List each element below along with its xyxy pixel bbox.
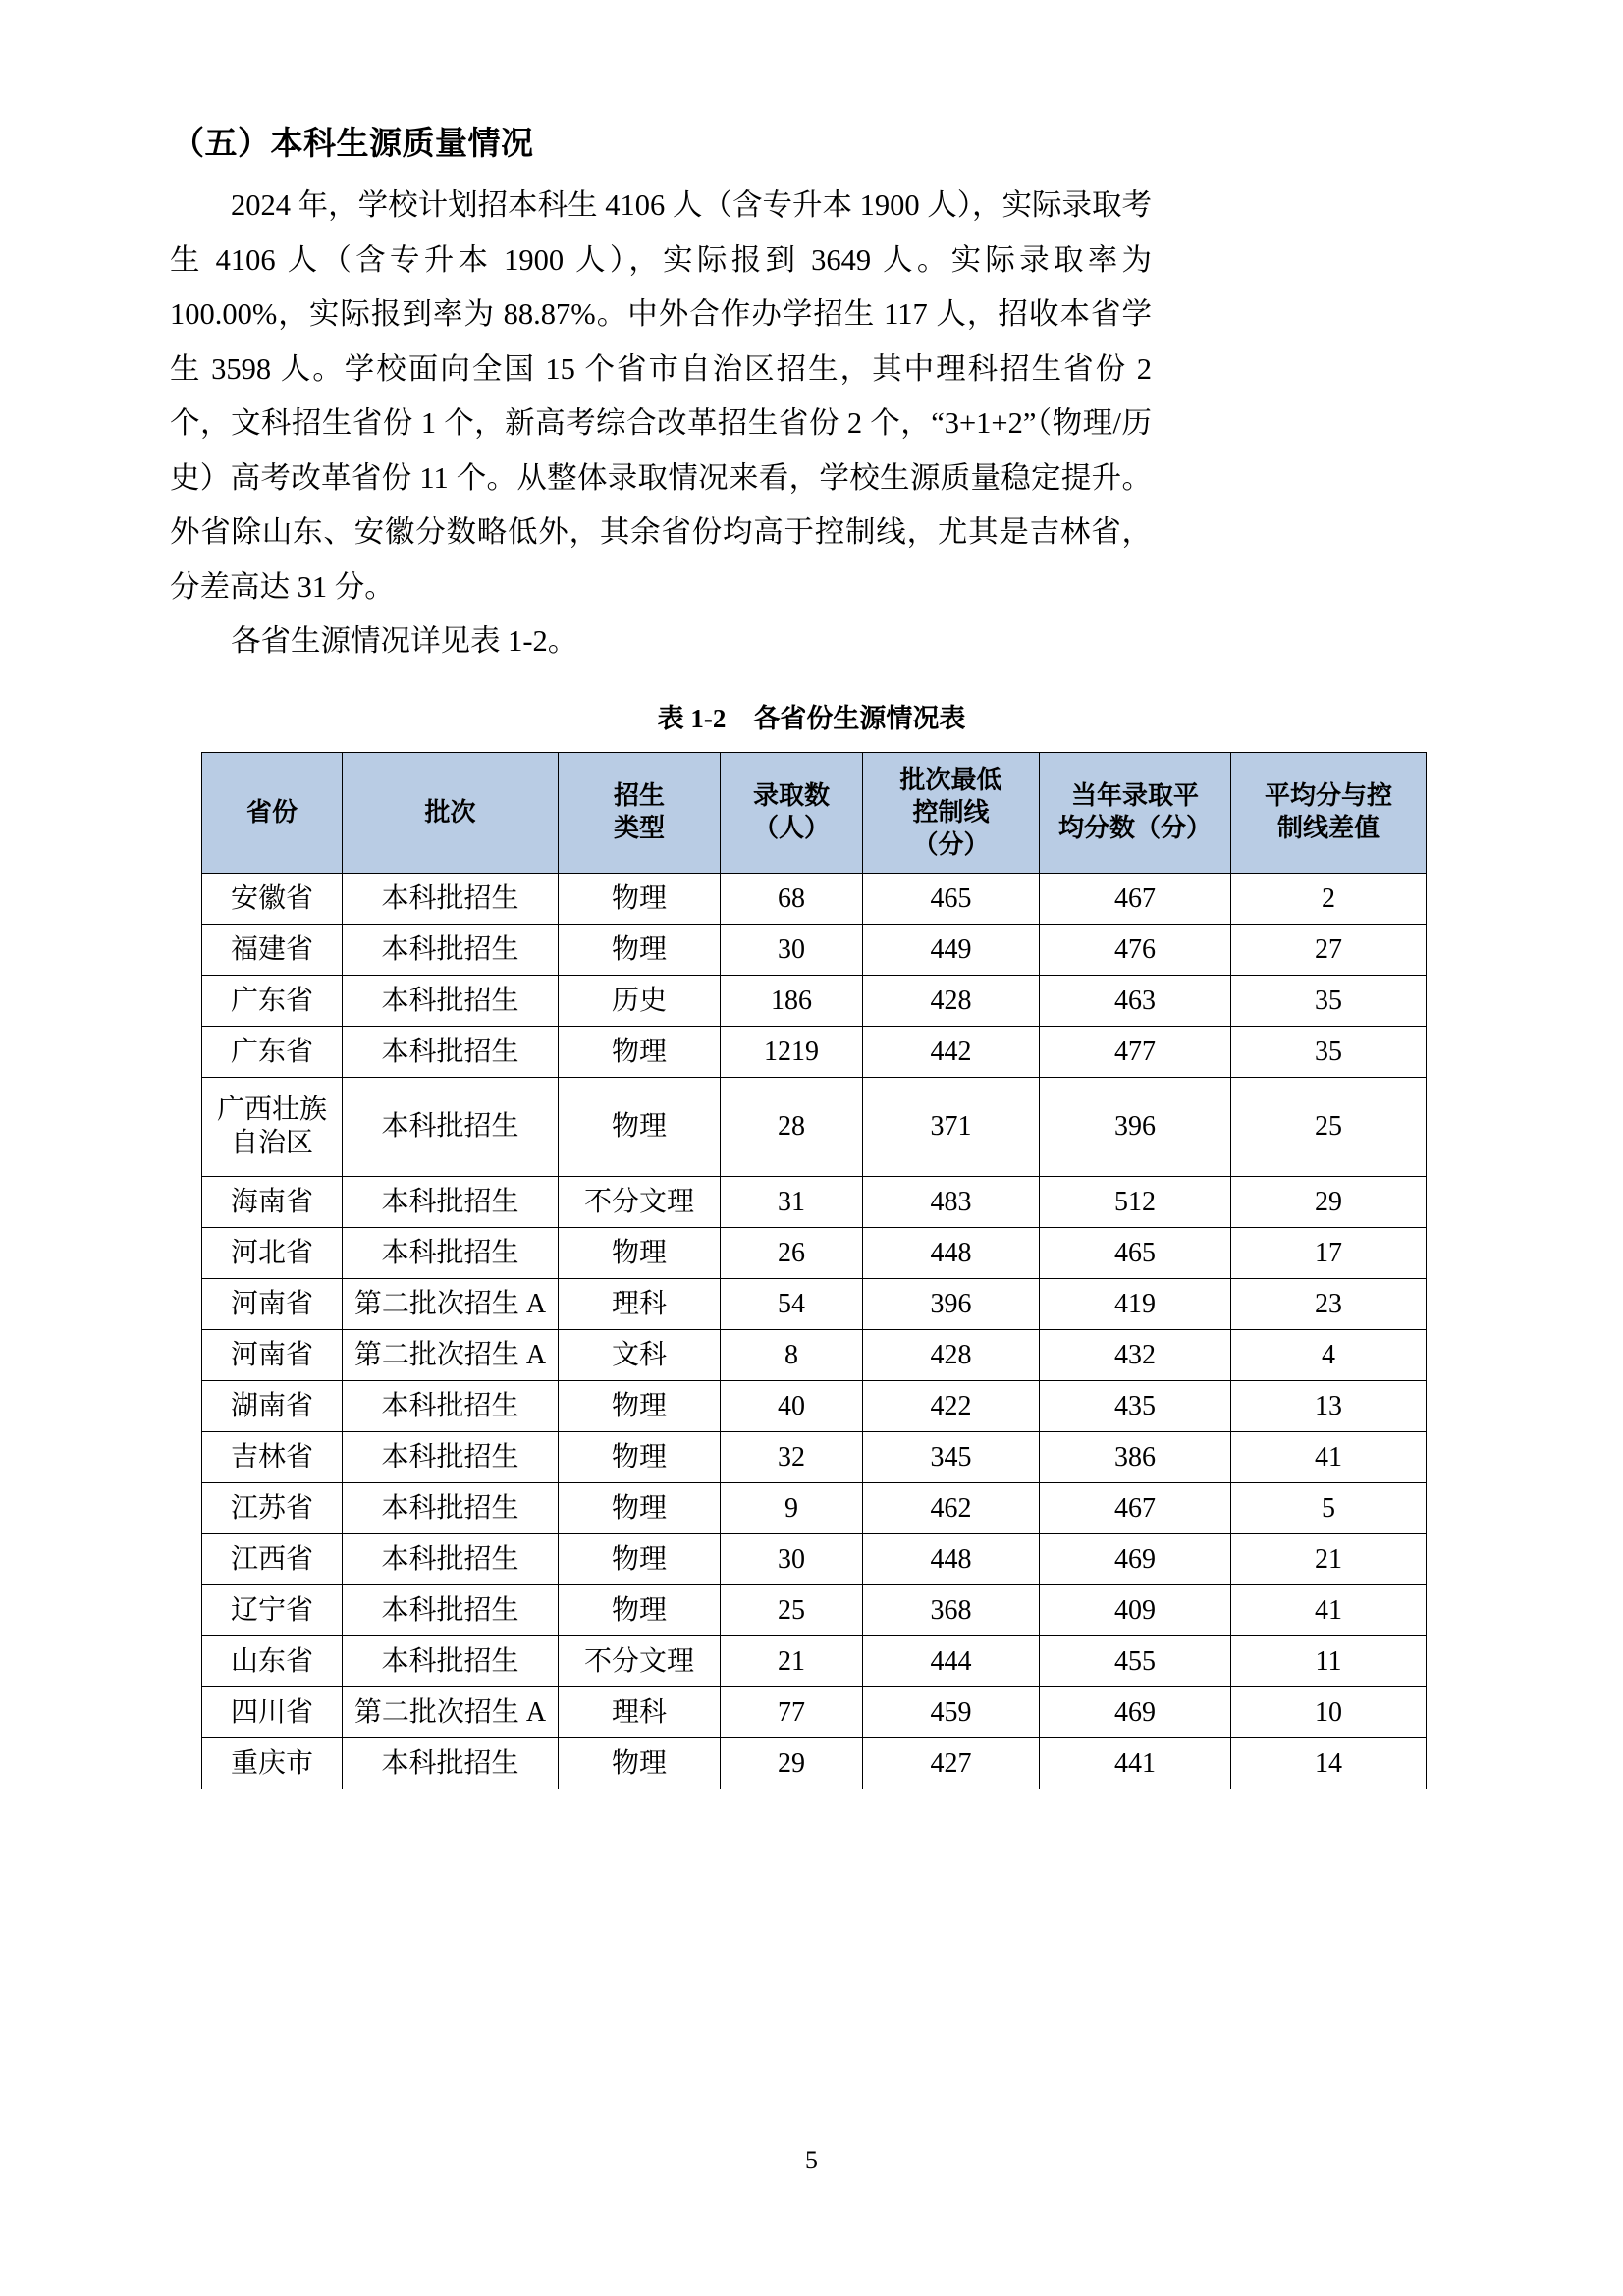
table-header-cell-1: [343, 753, 559, 874]
table-cell-province: [202, 1687, 343, 1738]
table-cell-type: 文科: [559, 1330, 721, 1381]
table-cell-min_line: 427: [863, 1738, 1040, 1789]
table-cell-admitted: 28: [721, 1078, 863, 1177]
table-cell-province: [202, 1381, 343, 1432]
table-row: [202, 1483, 1427, 1534]
table-header-cell-6: [1231, 753, 1427, 874]
table-cell-batch: 本科批招生: [343, 1585, 559, 1636]
table-cell-diff: 25: [1231, 1078, 1427, 1177]
table-cell-batch: 本科批招生: [343, 1483, 559, 1534]
table-cell-admitted: 30: [721, 1534, 863, 1585]
table-cell-avg_score: 469: [1040, 1687, 1231, 1738]
table-row: [202, 1432, 1427, 1483]
table-header-cell-line: 录取数: [752, 781, 830, 811]
table-cell-batch: 本科批招生: [343, 925, 559, 976]
table-cell-avg_score: 512: [1040, 1177, 1231, 1228]
table-cell-avg_score: 477: [1040, 1027, 1231, 1078]
table-header-cell-2: [559, 753, 721, 874]
table-cell-batch: 本科批招生: [343, 1636, 559, 1687]
table-cell-min_line: 422: [863, 1381, 1040, 1432]
paragraph-table-reference: 各省生源情况详见表 1-2。: [231, 624, 578, 658]
table-cell-province: [202, 1177, 343, 1228]
table-cell-min_line: 345: [863, 1432, 1040, 1483]
table-cell-type: 物理: [559, 1381, 721, 1432]
table-header-cell-line: （人）: [752, 814, 830, 843]
table-cell-line: 吉林省: [230, 1441, 313, 1472]
table-cell-diff: 17: [1231, 1228, 1427, 1279]
table-cell-province: [202, 1330, 343, 1381]
table-cell-batch: 本科批招生: [343, 1534, 559, 1585]
table-header-cell-4: [863, 753, 1040, 874]
table-cell-min_line: 459: [863, 1687, 1040, 1738]
table-row: [202, 1228, 1427, 1279]
table-cell-admitted: 8: [721, 1330, 863, 1381]
table-cell-type: 不分文理: [559, 1636, 721, 1687]
table-cell-admitted: 77: [721, 1687, 863, 1738]
table-row: [202, 1027, 1427, 1078]
table-cell-diff: 29: [1231, 1177, 1427, 1228]
table-cell-min_line: 448: [863, 1534, 1040, 1585]
table-body: [202, 874, 1427, 1789]
table-cell-batch: 本科批招生: [343, 1177, 559, 1228]
table-cell-batch: 第二批次招生 A: [343, 1279, 559, 1330]
page-title: （五）本科生源质量情况: [172, 124, 534, 162]
table-cell-province: [202, 1738, 343, 1789]
table-cell-diff: 2: [1231, 874, 1427, 925]
table-cell-province: [202, 1636, 343, 1687]
table-cell-diff: 23: [1231, 1279, 1427, 1330]
table-cell-type: 物理: [559, 1738, 721, 1789]
table-row: [202, 1585, 1427, 1636]
table-cell-line: 福建省: [230, 934, 313, 965]
table-cell-province: [202, 976, 343, 1027]
table-cell-type: 物理: [559, 925, 721, 976]
table-cell-admitted: 32: [721, 1432, 863, 1483]
table-cell-min_line: 444: [863, 1636, 1040, 1687]
table-cell-min_line: 428: [863, 1330, 1040, 1381]
table-cell-diff: 11: [1231, 1636, 1427, 1687]
table-cell-admitted: 21: [721, 1636, 863, 1687]
table-cell-line: 河南省: [230, 1288, 313, 1319]
table-cell-line: 河南省: [230, 1339, 313, 1370]
page-number: 5: [805, 2146, 818, 2174]
table-header-cell-line: 类型: [613, 814, 665, 843]
table-cell-line: 重庆市: [230, 1747, 313, 1779]
table-header-cell-line: 平均分与控: [1264, 781, 1392, 811]
table-cell-line: 河北省: [230, 1237, 313, 1268]
table-cell-avg_score: 396: [1040, 1078, 1231, 1177]
table-row: [202, 1738, 1427, 1789]
table-cell-min_line: 396: [863, 1279, 1040, 1330]
table-header-cell-line: 批次最低: [899, 765, 1002, 795]
table-cell-admitted: 186: [721, 976, 863, 1027]
table-header-cell-line: 均分数（分）: [1057, 814, 1212, 843]
table-cell-admitted: 40: [721, 1381, 863, 1432]
table-header: [202, 753, 1427, 874]
table-cell-diff: 35: [1231, 976, 1427, 1027]
table-header-cell-line: 招生: [613, 781, 665, 811]
table-cell-avg_score: 469: [1040, 1534, 1231, 1585]
table-cell-province: [202, 1534, 343, 1585]
table-cell-avg_score: 467: [1040, 1483, 1231, 1534]
table-cell-province: [202, 1483, 343, 1534]
table-cell-type: 理科: [559, 1279, 721, 1330]
table-cell-avg_score: 419: [1040, 1279, 1231, 1330]
table-caption-label: 表 1-2: [657, 704, 727, 733]
table-cell-type: 物理: [559, 1228, 721, 1279]
table-row: [202, 874, 1427, 925]
table-cell-admitted: 29: [721, 1738, 863, 1789]
table-cell-type: 历史: [559, 976, 721, 1027]
table-row: [202, 1177, 1427, 1228]
table-cell-type: 物理: [559, 874, 721, 925]
table-cell-avg_score: 435: [1040, 1381, 1231, 1432]
table-cell-line: 安徽省: [230, 882, 313, 914]
table-cell-diff: 41: [1231, 1585, 1427, 1636]
table-cell-province: [202, 1078, 343, 1177]
table-cell-avg_score: 455: [1040, 1636, 1231, 1687]
table-cell-line: 海南省: [230, 1186, 313, 1217]
table-cell-diff: 35: [1231, 1027, 1427, 1078]
table-cell-type: 物理: [559, 1483, 721, 1534]
table-cell-batch: 本科批招生: [343, 1027, 559, 1078]
table-row: [202, 1381, 1427, 1432]
table-cell-min_line: 462: [863, 1483, 1040, 1534]
table-cell-admitted: 1219: [721, 1027, 863, 1078]
table-header-row: [202, 753, 1427, 874]
table-row: [202, 976, 1427, 1027]
table-cell-batch: 第二批次招生 A: [343, 1330, 559, 1381]
table-cell-batch: 第二批次招生 A: [343, 1687, 559, 1738]
table-cell-province: [202, 1585, 343, 1636]
body-text-block: [170, 179, 1152, 669]
table-cell-province: [202, 874, 343, 925]
table-row: [202, 1534, 1427, 1585]
table-row: [202, 1078, 1427, 1177]
table-header-cell-line: 制线差值: [1276, 814, 1380, 843]
table-cell-diff: 14: [1231, 1738, 1427, 1789]
table-row: [202, 1279, 1427, 1330]
table-cell-province: [202, 1432, 343, 1483]
table-cell-type: 物理: [559, 1534, 721, 1585]
table-cell-line: 广西壮族: [216, 1095, 327, 1125]
table-row: [202, 925, 1427, 976]
paragraph-enrollment-overview: 2024 年，学校计划招本科生 4106 人（含专升本 1900 人），实际录取考生 4106 人（含专升本 1900 人），实际报到 3649 人。实际录取率为 100.00%，实际报到率为 88.87%。中外合作办学招生 117 人，招收本省学生 3598 人。学校面向全国 15 个省市自治区招生，其中理科招生省份 2 个，文科招生省份 1 个，新高考综合改革招生省份 2 个，“3+1+2”（物理/历史）高考改革省份 11 个。从整体录取情况来看，学校生源质量稳定提升。外省除山东、安徽分数略低外，其余省份均高于控制线，尤其是吉林省，分差高达 31 分。: [170, 188, 1152, 604]
table-cell-batch: 本科批招生: [343, 1432, 559, 1483]
table-cell-province: [202, 1027, 343, 1078]
table-cell-batch: 本科批招生: [343, 1738, 559, 1789]
table-header-cell-0: [202, 753, 343, 874]
table-cell-avg_score: 386: [1040, 1432, 1231, 1483]
table-row: [202, 1687, 1427, 1738]
table-cell-admitted: 31: [721, 1177, 863, 1228]
table-cell-avg_score: 432: [1040, 1330, 1231, 1381]
table-cell-line: 山东省: [230, 1645, 313, 1677]
table-cell-min_line: 448: [863, 1228, 1040, 1279]
table-cell-line: 湖南省: [230, 1390, 313, 1421]
table-cell-diff: 27: [1231, 925, 1427, 976]
table-cell-diff: 5: [1231, 1483, 1427, 1534]
table-cell-admitted: 68: [721, 874, 863, 925]
table-cell-batch: 本科批招生: [343, 1381, 559, 1432]
table-cell-min_line: 368: [863, 1585, 1040, 1636]
table-cell-admitted: 9: [721, 1483, 863, 1534]
table-cell-type: 物理: [559, 1027, 721, 1078]
table-cell-diff: 10: [1231, 1687, 1427, 1738]
table-cell-line: 自治区: [230, 1128, 313, 1158]
table-cell-min_line: 483: [863, 1177, 1040, 1228]
table-cell-line: 广东省: [230, 1036, 313, 1067]
table-cell-province: [202, 925, 343, 976]
table-cell-diff: 13: [1231, 1381, 1427, 1432]
table-cell-admitted: 30: [721, 925, 863, 976]
table-cell-line: 辽宁省: [230, 1594, 313, 1626]
table-cell-min_line: 465: [863, 874, 1040, 925]
table-cell-diff: 21: [1231, 1534, 1427, 1585]
table-caption-title: 各省份生源情况表: [753, 704, 966, 733]
table-cell-type: 理科: [559, 1687, 721, 1738]
table-cell-diff: 41: [1231, 1432, 1427, 1483]
table-header-cell-5: [1040, 753, 1231, 874]
table-cell-admitted: 25: [721, 1585, 863, 1636]
table-caption: [0, 700, 1623, 737]
table-cell-avg_score: 463: [1040, 976, 1231, 1027]
table-cell-admitted: 26: [721, 1228, 863, 1279]
table-cell-type: 物理: [559, 1432, 721, 1483]
table-header-cell-line: 批次: [424, 797, 476, 828]
table-cell-avg_score: 465: [1040, 1228, 1231, 1279]
table-cell-avg_score: 476: [1040, 925, 1231, 976]
table-cell-province: [202, 1279, 343, 1330]
table-cell-batch: 本科批招生: [343, 1078, 559, 1177]
table-header-cell-line: 当年录取平: [1070, 781, 1199, 811]
table-cell-avg_score: 409: [1040, 1585, 1231, 1636]
table-cell-diff: 4: [1231, 1330, 1427, 1381]
table-cell-batch: 本科批招生: [343, 874, 559, 925]
table-header-cell-line: 省份: [245, 797, 298, 828]
table-cell-line: 四川省: [230, 1696, 313, 1728]
table-cell-batch: 本科批招生: [343, 976, 559, 1027]
table-cell-type: 物理: [559, 1078, 721, 1177]
table-cell-min_line: 442: [863, 1027, 1040, 1078]
table-row: [202, 1330, 1427, 1381]
table-cell-admitted: 54: [721, 1279, 863, 1330]
table-cell-batch: 本科批招生: [343, 1228, 559, 1279]
table-cell-line: 江西省: [230, 1543, 313, 1575]
table-cell-min_line: 371: [863, 1078, 1040, 1177]
table-row: [202, 1636, 1427, 1687]
table-header-cell-3: [721, 753, 863, 874]
table-header-cell-line: （分）: [912, 829, 990, 860]
table-cell-type: 物理: [559, 1585, 721, 1636]
table-cell-type: 不分文理: [559, 1177, 721, 1228]
table-cell-avg_score: 467: [1040, 874, 1231, 925]
table-cell-line: 广东省: [230, 985, 313, 1016]
table-cell-line: 江苏省: [230, 1492, 313, 1523]
provincial-source-table: [201, 752, 1427, 1789]
table-cell-min_line: 449: [863, 925, 1040, 976]
table-header-cell-line: 控制线: [912, 797, 990, 828]
table-cell-province: [202, 1228, 343, 1279]
table-cell-avg_score: 441: [1040, 1738, 1231, 1789]
table-cell-min_line: 428: [863, 976, 1040, 1027]
provincial-source-table-wrapper: [201, 752, 1426, 1789]
